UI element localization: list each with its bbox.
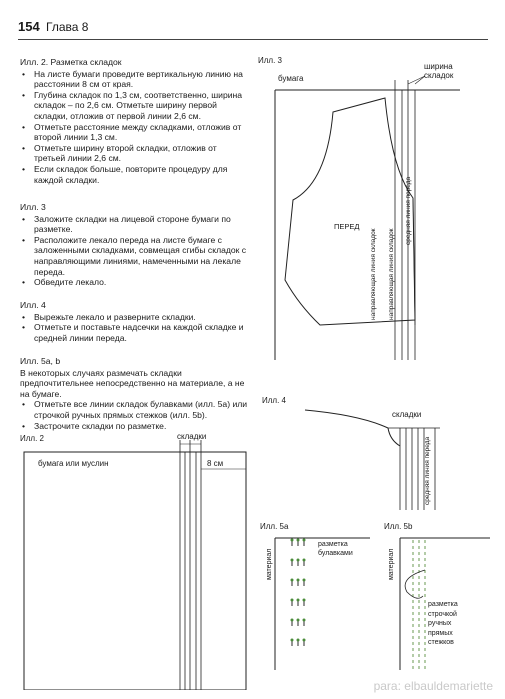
fig3-center-label: средняя линия переда [405,176,412,245]
list-item: • Отметьте ширину второй складки, отложив от третьей линии 2,6 см. [20,143,250,164]
section-intro: В некоторых случаях размечать складки предпочтительнее непосредственно на материале, а не на бумаге. [20,367,245,399]
fig3-paper-label: бумага [278,74,304,83]
fig3-guide2-label: направляющая линия складок [388,228,395,320]
bullet-list [20,69,250,186]
fig5a-material-label: материал [266,548,273,580]
section-ill2 [20,57,250,185]
fig5b-stitch-label: разметка строчкой ручных прямых стежков [428,601,458,646]
list-item: • Если складок больше, повторите процедуру для каждой складки. [20,164,250,185]
section-heading: Илл. 3 [20,202,46,212]
fig2-dim-label: 8 см [207,459,224,468]
fig3-guide1-label: направляющая линия складок [370,228,377,320]
fig2-title: Илл. 2 [20,434,44,443]
list-item: • Отметьте расстояние между складками, отложив от второй линии 1,3 см. [20,122,250,143]
fig3-title: Илл. 3 [258,56,282,65]
section-ill5 [20,356,250,431]
header-rule [18,39,488,40]
page-number: 154 [18,19,40,34]
bullet-list [20,312,250,344]
list-item: • Отметьте и поставьте надсечки на каждой складке и средней линии переда. [20,322,250,343]
fig4-diagram [300,400,460,510]
section-heading: Илл. 5a, b [20,356,61,366]
section-heading: Илл. 2. Разметка складок [20,57,122,67]
list-item: • Заложите складки на лицевой стороне бумаги по разметке. [20,214,250,235]
list-item: • Застрочите складки по разметке. [20,421,250,432]
fig2-diagram [20,440,252,690]
fig5a-title: Илл. 5a [260,522,289,531]
list-item: • На листе бумаги проведите вертикальную линию на расстоянии 8 см от края. [20,69,250,90]
watermark: para: elbauldemariette [373,679,493,693]
section-heading: Илл. 4 [20,300,46,310]
fig4-title: Илл. 4 [262,396,286,405]
bullet-list [20,399,250,431]
fig5a-pins-label: разметка булавками [318,541,353,557]
section-ill4 [20,300,250,343]
fig4-pleats-label: складки [392,410,422,419]
list-item: • Глубина складок по 1,3 см, соответственно, ширина складок – по 2,6 см. Отметьте ширину первой складки, отложив от первой линии 2,6 см. [20,90,250,122]
list-item: • Отметьте все линии складок булавками (илл. 5a) или строчкой ручных прямых стежков (илл. 5b). [20,399,250,420]
fig3-diagram [265,70,465,360]
fig3-fold-width-label: ширина складок [424,62,454,80]
fig5b-material-label: материал [388,548,395,580]
fig2-paper-label: бумага или муслин [38,459,109,468]
fig2-top-label: складки [177,432,207,441]
list-item: • Обведите лекало. [20,277,250,288]
list-item: • Расположите лекало переда на листе бумаге с заложенными складками, совмещая сгибы складок с направляющими линиями, намеченными на лекале переда. [20,235,250,277]
list-item: • Вырежьте лекало и разверните складки. [20,312,250,323]
chapter-title: Глава 8 [46,20,89,34]
bullet-list [20,214,250,288]
section-ill3 [20,202,250,288]
fig5b-title: Илл. 5b [384,522,413,531]
fig4-center-label: средняя линия переда [424,436,431,505]
fig3-front-label: ПЕРЕД [334,222,360,231]
